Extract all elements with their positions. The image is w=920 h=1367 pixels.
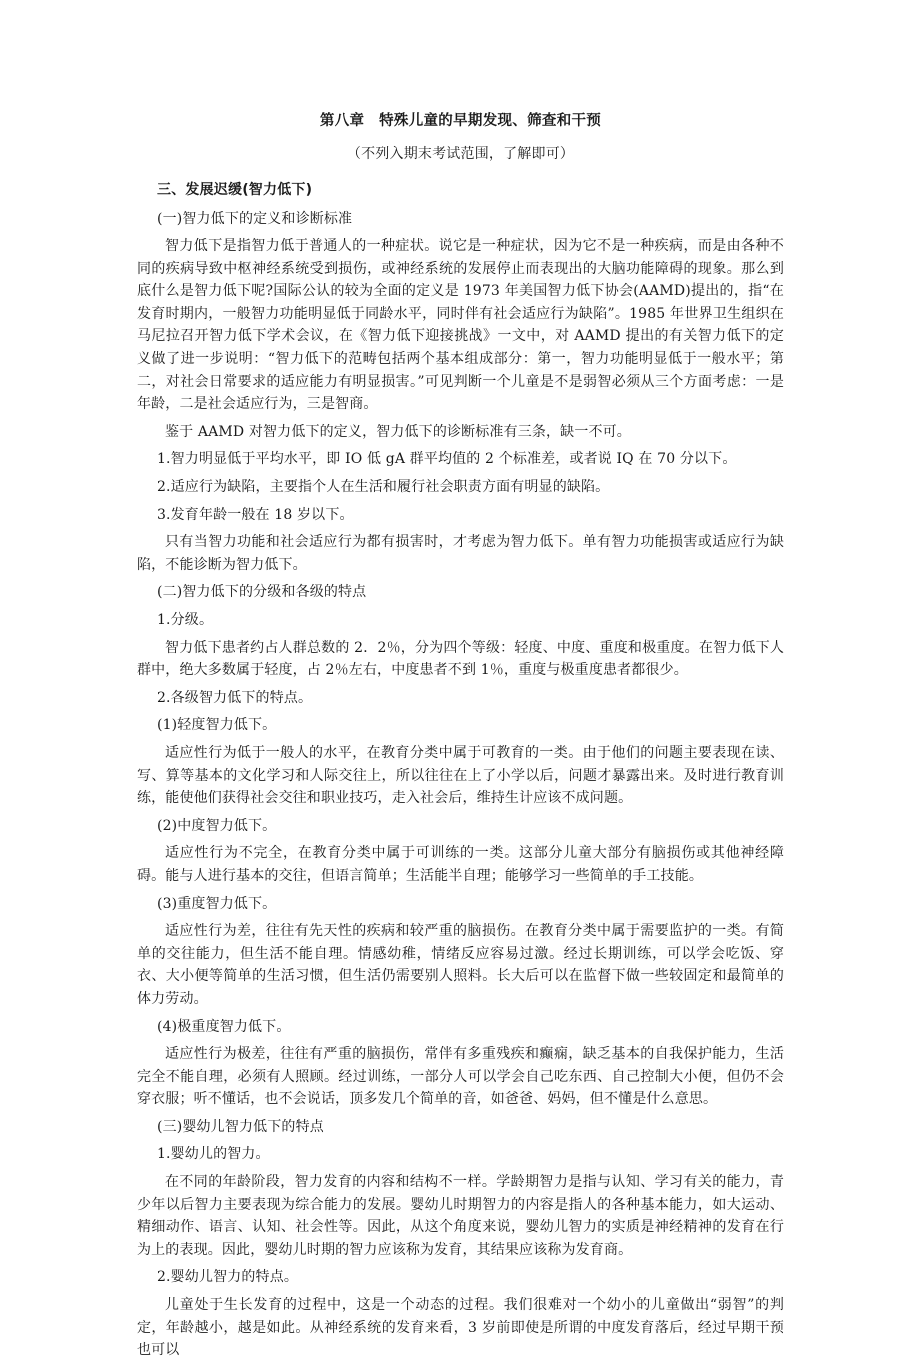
grading-item-2: 2.各级智力低下的特点。 xyxy=(157,689,313,706)
paragraph-grade-profound: 适应性行为极差，往往有严重的脑损伤，常伴有多重残疾和癫痫，缺乏基本的自我保护能力，生活完全不能自理，必须有人照顾。经过训练，一部分人可以学会自己吃东西、自己控制大小便，但仍不会穿衣服；听不懂话，也不会说话，顶多发几个简单的音，如爸爸、妈妈，但不懂是什么意思。 xyxy=(137,1046,784,1108)
paragraph-diagnosis-note: 只有当智力功能和社会适应行为都有损害时，才考虑为智力低下。单有智力功能损害或适应行为缺陷，不能诊断为智力低下。 xyxy=(137,534,784,573)
section-heading: 三、发展迟缓(智力低下) xyxy=(157,182,313,198)
paragraph-grade-moderate: 适应性行为不完全，在教育分类中属于可训练的一类。这部分儿童大部分有脑损伤或其他神经障碍。能与人进行基本的交往，但语言简单；生活能半自理；能够学习一些简单的手工技能。 xyxy=(137,845,784,884)
grade-profound-heading: (4)极重度智力低下。 xyxy=(157,1018,291,1035)
criterion-item-2: 2.适应行为缺陷，主要指个人在生活和履行社会职责方面有明显的缺陷。 xyxy=(157,479,610,496)
grade-mild-heading: (1)轻度智力低下。 xyxy=(157,717,277,734)
paragraph-grade-severe: 适应性行为差，往往有先天性的疾病和较严重的脑损伤。在教育分类中属于需要监护的一类。有简单的交往能力，但生活不能自理。情感幼稚，情绪反应容易过激。经过长期训练，可以学会吃饭、穿衣、大小便等简单的生活习惯，但生活仍需要别人照料。长大后可以在监督下做一些较固定和最简单的体力劳动。 xyxy=(137,923,784,1007)
paragraph-aamd-criteria-intro: 鉴于 AAMD 对智力低下的定义，智力低下的诊断标准有三条，缺一不可。 xyxy=(165,423,631,440)
document-body xyxy=(137,208,784,1362)
paragraph-definition: 智力低下是指智力低于普通人的一种症状。说它是一种症状，因为它不是一种疾病，而是由各种不同的疾病导致中枢神经系统受到损伤，或神经系统的发展停止而表现出的大脑功能障碍的现象。那么到底什么是智力低下呢?国际公认的较为全面的定义是 1973 年美国智力低下协会(AAMD)提出的，指“在发育时期内，一般智力功能明显低于同龄水平，同时伴有社会适应行为缺陷”。1985 年世界卫生组织在马尼拉召开智力低下学术会议，在《智力低下迎接挑战》一文中，对 AAMD 提出的有关智力低下的定义做了进一步说明：“智力低下的范畴包括两个基本组成部分：第一，智力功能明显低于一般水平；第二，对社会日常要求的适应能力有明显损害。”可见判断一个儿童是不是弱智必须从三个方面考虑：一是年龄，二是社会适应行为，三是智商。 xyxy=(137,238,784,413)
infant-item-1: 1.婴幼儿的智力。 xyxy=(157,1146,270,1163)
subsection-3-heading: (三)婴幼儿智力低下的特点 xyxy=(157,1118,324,1135)
paragraph-grading-stats: 智力低下患者约占人群总数的 2．2％，分为四个等级：轻度、中度、重度和极重度。在智力低下人群中，绝大多数属于轻度，占 2％左右，中度患者不到 1％，重度与极重度患者都很少。 xyxy=(137,639,784,679)
criterion-item-1: 1.智力明显低于平均水平，即 IO 低 gA 群平均值的 2 个标准差，或者说 IQ 在 70 分以下。 xyxy=(157,451,737,468)
chapter-title: 第八章 特殊儿童的早期发现、筛查和干预 xyxy=(319,113,602,129)
paragraph-grade-mild: 适应性行为低于一般人的水平，在教育分类中属于可教育的一类。由于他们的问题主要表现在读、写、算等基本的文化学习和人际交往上，所以往往在上了小学以后，问题才暴露出来。及时进行教育训练，能使他们获得社会交往和职业技巧，走入社会后，维持生计应该不成问题。 xyxy=(137,744,784,807)
infant-item-2: 2.婴幼儿智力的特点。 xyxy=(157,1269,299,1286)
subsection-2-heading: (二)智力低下的分级和各级的特点 xyxy=(157,584,367,601)
grade-severe-heading: (3)重度智力低下。 xyxy=(157,895,277,912)
criterion-item-3: 3.发育年龄一般在 18 岁以下。 xyxy=(157,506,354,523)
paragraph-infant-characteristics: 儿童处于生长发育的过程中，这是一个动态的过程。我们很难对一个幼小的儿童做出“弱智”的判定，年龄越小，越是如此。从神经系统的发育来看，3 岁前即使是所谓的中度发育落后，经过早期干预也可以 xyxy=(137,1297,784,1359)
paragraph-infant-intelligence: 在不同的年龄阶段，智力发育的内容和结构不一样。学龄期智力是指与认知、学习有关的能力，青少年以后智力主要表现为综合能力的发展。婴幼儿时期智力的内容是指人的各种基本能力，如大运动、精细动作、语言、认知、社会性等。因此，从这个角度来说，婴幼儿智力的实质是神经精神的发育在行为上的表现。因此，婴幼儿时期的智力应该称为发育，其结果应该称为发育商。 xyxy=(137,1174,784,1258)
document-content xyxy=(137,110,784,1367)
chapter-subtitle-note: （不列入期末考试范围，了解即可） xyxy=(346,146,575,162)
grade-moderate-heading: (2)中度智力低下。 xyxy=(157,817,277,834)
grading-item-1: 1.分级。 xyxy=(157,612,214,628)
subsection-1-heading: (一)智力低下的定义和诊断标准 xyxy=(157,210,353,227)
